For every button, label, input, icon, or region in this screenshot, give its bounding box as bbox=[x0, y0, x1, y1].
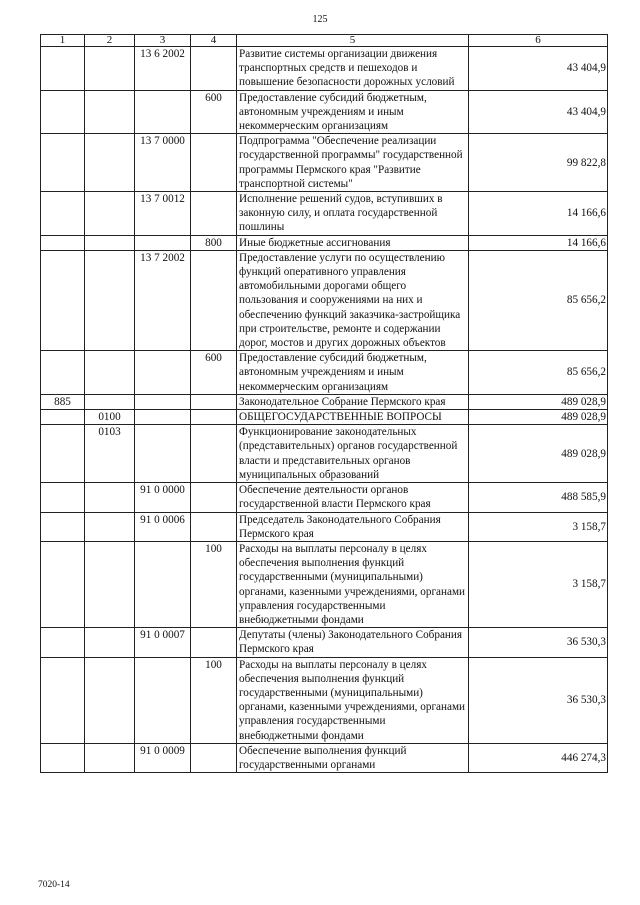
table-row bbox=[41, 425, 608, 483]
table-row bbox=[41, 90, 608, 134]
cell-code-3: 91 0 0007 bbox=[135, 628, 191, 657]
cell-code-3: 13 6 2002 bbox=[135, 47, 191, 91]
cell-code-3 bbox=[135, 90, 191, 134]
cell-amount: 85 656,2 bbox=[469, 351, 608, 395]
cell-code-1 bbox=[41, 90, 85, 134]
cell-code-3: 13 7 0012 bbox=[135, 192, 191, 236]
cell-name: Председатель Законодательного Собрания Пермского края bbox=[237, 512, 469, 541]
table-row bbox=[41, 628, 608, 657]
cell-name: Исполнение решений судов, вступивших в законную силу, и оплата государственной пошлины bbox=[237, 192, 469, 236]
cell-code-4: 600 bbox=[191, 351, 237, 395]
cell-code-1 bbox=[41, 743, 85, 772]
cell-name: Предоставление субсидий бюджетным, автономным учреждениям и иным некоммерческим организациям bbox=[237, 351, 469, 395]
cell-code-4: 100 bbox=[191, 541, 237, 627]
cell-name: ОБЩЕГОСУДАРСТВЕННЫЕ ВОПРОСЫ bbox=[237, 410, 469, 425]
budget-table bbox=[40, 34, 608, 773]
cell-code-1 bbox=[41, 410, 85, 425]
cell-name: Расходы на выплаты персоналу в целях обеспечения выполнения функций государственными (муниципальными) органами, казенными учреждениями, органами управления государственными внебюджетными фондами bbox=[237, 657, 469, 743]
cell-amount: 489 028,9 bbox=[469, 425, 608, 483]
cell-amount: 85 656,2 bbox=[469, 250, 608, 350]
column-header: 1 bbox=[41, 35, 85, 47]
column-header: 3 bbox=[135, 35, 191, 47]
header-row bbox=[41, 35, 608, 47]
cell-code-1 bbox=[41, 425, 85, 483]
cell-code-4: 800 bbox=[191, 235, 237, 250]
cell-code-1: 885 bbox=[41, 394, 85, 409]
cell-amount: 446 274,3 bbox=[469, 743, 608, 772]
table-row bbox=[41, 410, 608, 425]
cell-code-4 bbox=[191, 425, 237, 483]
cell-amount: 489 028,9 bbox=[469, 394, 608, 409]
table-row bbox=[41, 394, 608, 409]
cell-code-4: 100 bbox=[191, 657, 237, 743]
cell-code-4 bbox=[191, 628, 237, 657]
cell-code-1 bbox=[41, 483, 85, 512]
cell-code-2 bbox=[85, 483, 135, 512]
table-row bbox=[41, 743, 608, 772]
cell-code-2 bbox=[85, 541, 135, 627]
cell-amount: 36 530,3 bbox=[469, 657, 608, 743]
cell-code-3: 91 0 0006 bbox=[135, 512, 191, 541]
cell-name: Подпрограмма "Обеспечение реализации государственной программы" государственной программы Пермского края "Развитие транспортной системы" bbox=[237, 134, 469, 192]
cell-name: Предоставление субсидий бюджетным, автономным учреждениям и иным некоммерческим организациям bbox=[237, 90, 469, 134]
cell-code-1 bbox=[41, 192, 85, 236]
cell-code-3 bbox=[135, 657, 191, 743]
cell-code-2 bbox=[85, 134, 135, 192]
cell-code-2 bbox=[85, 351, 135, 395]
document-code: 7020-14 bbox=[38, 880, 70, 890]
cell-code-4 bbox=[191, 47, 237, 91]
cell-amount: 14 166,6 bbox=[469, 192, 608, 236]
cell-code-3 bbox=[135, 425, 191, 483]
cell-code-3 bbox=[135, 394, 191, 409]
table-row bbox=[41, 235, 608, 250]
table-row bbox=[41, 250, 608, 350]
cell-code-3: 91 0 0009 bbox=[135, 743, 191, 772]
cell-code-3 bbox=[135, 541, 191, 627]
table-row bbox=[41, 134, 608, 192]
cell-code-4 bbox=[191, 192, 237, 236]
cell-amount: 99 822,8 bbox=[469, 134, 608, 192]
cell-code-1 bbox=[41, 250, 85, 350]
cell-code-4: 600 bbox=[191, 90, 237, 134]
cell-code-2 bbox=[85, 512, 135, 541]
cell-amount: 36 530,3 bbox=[469, 628, 608, 657]
cell-code-3 bbox=[135, 235, 191, 250]
cell-code-2 bbox=[85, 743, 135, 772]
table-body bbox=[41, 47, 608, 773]
cell-code-2 bbox=[85, 250, 135, 350]
cell-name: Предоставление услуги по осуществлению функций оперативного управления автомобильными дорогами общего пользования и сооружениями на них и обеспечению функций заказчика-застройщика при строительстве, ремонте и содержании дорог, мостов и других дорожных объектов bbox=[237, 250, 469, 350]
cell-name: Обеспечение выполнения функций государственными органами bbox=[237, 743, 469, 772]
cell-code-1 bbox=[41, 541, 85, 627]
cell-name: Расходы на выплаты персоналу в целях обеспечения выполнения функций государственными (муниципальными) органами, казенными учреждениями, органами управления государственными внебюджетными фондами bbox=[237, 541, 469, 627]
page-number: 125 bbox=[312, 14, 328, 25]
cell-name: Обеспечение деятельности органов государственной власти Пермского края bbox=[237, 483, 469, 512]
cell-code-4 bbox=[191, 410, 237, 425]
cell-name: Функционирование законодательных (представительных) органов государственной власти и представительных органов муниципальных образований bbox=[237, 425, 469, 483]
column-header: 2 bbox=[85, 35, 135, 47]
column-header: 6 bbox=[469, 35, 608, 47]
cell-code-2 bbox=[85, 394, 135, 409]
cell-code-2 bbox=[85, 628, 135, 657]
cell-code-3: 13 7 2002 bbox=[135, 250, 191, 350]
cell-code-1 bbox=[41, 351, 85, 395]
cell-code-2 bbox=[85, 47, 135, 91]
cell-code-1 bbox=[41, 512, 85, 541]
cell-code-2: 0103 bbox=[85, 425, 135, 483]
cell-code-1 bbox=[41, 628, 85, 657]
cell-code-4 bbox=[191, 512, 237, 541]
cell-code-1 bbox=[41, 235, 85, 250]
column-header: 5 bbox=[237, 35, 469, 47]
cell-code-4 bbox=[191, 394, 237, 409]
table-row bbox=[41, 192, 608, 236]
cell-name: Развитие системы организации движения транспортных средств и пешеходов и повышение безопасности дорожных условий bbox=[237, 47, 469, 91]
cell-code-4 bbox=[191, 250, 237, 350]
cell-amount: 3 158,7 bbox=[469, 541, 608, 627]
table-row bbox=[41, 512, 608, 541]
cell-name: Иные бюджетные ассигнования bbox=[237, 235, 469, 250]
table-row bbox=[41, 657, 608, 743]
cell-code-2 bbox=[85, 192, 135, 236]
cell-code-3 bbox=[135, 410, 191, 425]
cell-code-1 bbox=[41, 657, 85, 743]
table-row bbox=[41, 47, 608, 91]
cell-amount: 43 404,9 bbox=[469, 47, 608, 91]
table-row bbox=[41, 351, 608, 395]
cell-amount: 14 166,6 bbox=[469, 235, 608, 250]
cell-code-2 bbox=[85, 657, 135, 743]
cell-name: Законодательное Собрание Пермского края bbox=[237, 394, 469, 409]
cell-code-3 bbox=[135, 351, 191, 395]
cell-amount: 43 404,9 bbox=[469, 90, 608, 134]
cell-amount: 489 028,9 bbox=[469, 410, 608, 425]
table-row bbox=[41, 483, 608, 512]
cell-code-1 bbox=[41, 47, 85, 91]
cell-code-3: 13 7 0000 bbox=[135, 134, 191, 192]
column-header: 4 bbox=[191, 35, 237, 47]
table-row bbox=[41, 541, 608, 627]
cell-code-2: 0100 bbox=[85, 410, 135, 425]
cell-code-2 bbox=[85, 235, 135, 250]
cell-code-2 bbox=[85, 90, 135, 134]
cell-code-3: 91 0 0000 bbox=[135, 483, 191, 512]
cell-code-4 bbox=[191, 483, 237, 512]
cell-code-4 bbox=[191, 134, 237, 192]
cell-amount: 3 158,7 bbox=[469, 512, 608, 541]
cell-code-4 bbox=[191, 743, 237, 772]
cell-name: Депутаты (члены) Законодательного Собрания Пермского края bbox=[237, 628, 469, 657]
cell-amount: 488 585,9 bbox=[469, 483, 608, 512]
cell-code-1 bbox=[41, 134, 85, 192]
